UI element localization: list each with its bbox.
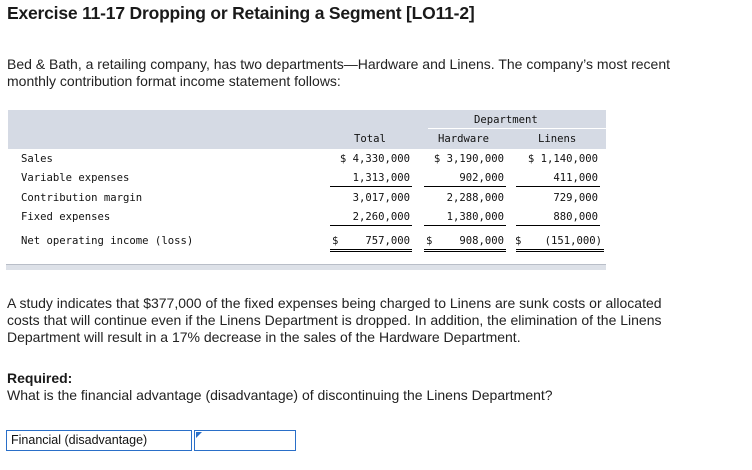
intro-paragraph [7, 56, 752, 90]
column-header-linens: Linens [538, 133, 577, 145]
cell-linens: 411,000 [553, 172, 598, 184]
income-statement-table [8, 110, 606, 258]
total-double-underline [424, 249, 506, 250]
cell-linens: (151,000) [544, 235, 602, 247]
subtotal-underline [516, 186, 600, 187]
row-label: Sales [21, 153, 53, 165]
cell-hardware: 908,000 [459, 235, 504, 247]
subtotal-underline [424, 225, 506, 226]
cell-hardware: 2,288,000 [446, 192, 504, 204]
subtotal-underline [424, 186, 506, 187]
total-double-underline [330, 249, 412, 250]
department-group-header: Department [474, 114, 538, 126]
cell-hardware: 1,380,000 [446, 211, 504, 223]
currency-symbol: $ [332, 235, 339, 247]
row-label: Net operating income (loss) [21, 235, 194, 247]
cell-linens: 729,000 [553, 192, 598, 204]
cell-total: 2,260,000 [352, 211, 410, 223]
row-label: Fixed expenses [21, 211, 111, 223]
study-line: costs that will continue even if the Linens Department is dropped. In addition, the elimination of the Linens [7, 312, 662, 328]
input-flag-icon [196, 432, 202, 438]
answer-row [6, 430, 296, 451]
answer-label: Financial (disadvantage) [6, 430, 192, 451]
currency-symbol: $ [426, 235, 433, 247]
study-paragraph [7, 295, 752, 346]
table-footer-band [6, 264, 606, 270]
intro-line: monthly contribution format income statement follows: [7, 73, 341, 89]
cell-hardware: 902,000 [459, 172, 504, 184]
subtotal-underline [330, 186, 412, 187]
answer-input[interactable] [194, 430, 296, 451]
subtotal-underline [330, 225, 412, 226]
row-label: Contribution margin [21, 192, 143, 204]
study-line: A study indicates that $377,000 of the fixed expenses being charged to Linens are sunk costs or allocated [7, 295, 662, 311]
cell-linens: 880,000 [553, 211, 598, 223]
column-header-hardware: Hardware [438, 133, 490, 145]
cell-linens: $ 1,140,000 [527, 153, 598, 165]
column-header-total: Total [354, 133, 386, 145]
cell-hardware: $ 3,190,000 [433, 153, 504, 165]
cell-total: 3,017,000 [352, 192, 410, 204]
study-line: Department will result in a 17% decrease in the sales of the Hardware Department. [7, 329, 521, 345]
cell-total: 1,313,000 [352, 172, 410, 184]
currency-symbol: $ [515, 235, 522, 247]
total-double-underline [516, 251, 604, 252]
page-title: Exercise 11-17 Dropping or Retaining a Segment [LO11-2] [7, 3, 475, 23]
required-question: What is the financial advantage (disadvantage) of discontinuing the Linens Department? [7, 387, 553, 403]
cell-total: 757,000 [365, 235, 410, 247]
total-double-underline [516, 249, 604, 250]
subtotal-underline [516, 225, 600, 226]
row-label: Variable expenses [21, 172, 130, 184]
cell-total: $ 4,330,000 [339, 153, 410, 165]
total-double-underline [424, 251, 506, 252]
header-divider [428, 128, 606, 129]
required-heading: Required: [7, 370, 73, 386]
total-double-underline [330, 251, 412, 252]
intro-line: Bed & Bath, a retailing company, has two departments—Hardware and Linens. The company’s most recent [7, 56, 671, 72]
